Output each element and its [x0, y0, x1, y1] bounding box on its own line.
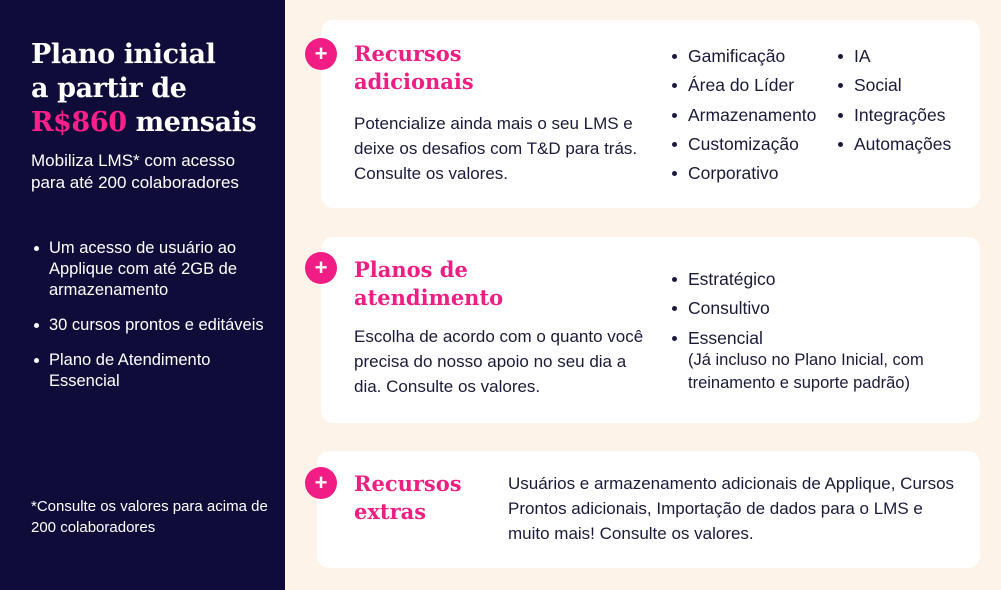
list-item: Consultivo	[670, 297, 970, 319]
plan-footnote: *Consulte os valores para acima de 200 colaboradores	[31, 498, 268, 536]
plus-icon[interactable]: +	[305, 252, 337, 284]
list-item: Automações	[836, 133, 951, 155]
list-item: Estratégico	[670, 268, 970, 290]
plan-features-list	[31, 238, 265, 392]
card-title-recursos-adicionais: Recursos adicionais	[354, 41, 474, 94]
card-title-recursos-extras: Recursos extras	[354, 471, 462, 524]
plan-price-suffix: mensais	[126, 107, 257, 138]
list-item: Integrações	[836, 104, 951, 126]
plan-title	[31, 38, 265, 140]
plan-sidebar	[0, 0, 285, 590]
list-item: IA	[836, 45, 951, 67]
card-title-planos-atendimento: Planos de atendimento	[354, 257, 504, 310]
plus-icon[interactable]: +	[305, 38, 337, 70]
card-description: Escolha de acordo com o quanto você precisa do nosso apoio no seu dia a dia. Consulte os valores.	[354, 327, 644, 396]
planos-list	[670, 268, 970, 402]
plan-price: R$860	[31, 107, 127, 138]
list-item	[670, 327, 970, 395]
plan-subtitle: Mobiliza LMS* com acesso para até 200 colaboradores	[31, 151, 239, 192]
plus-icon[interactable]: +	[305, 467, 337, 499]
plan-title-line2: a partir de	[31, 73, 187, 104]
list-item: Customização	[670, 133, 816, 155]
plan-title-line1: Plano inicial	[31, 39, 216, 70]
list-item: Gamificação	[670, 45, 816, 67]
essencial-note: (Já incluso no Plano Inicial, com treinamento e suporte padrão)	[688, 350, 924, 392]
list-item: Armazenamento	[670, 104, 816, 126]
list-item: Corporativo	[670, 162, 816, 184]
plan-feature-item: Um acesso de usuário ao Applique com até 2GB de armazenamento	[31, 238, 265, 301]
card-description: Usuários e armazenamento adicionais de Applique, Cursos Prontos adicionais, Importação de dados para o LMS e muito mais! Consulte os valores.	[508, 474, 955, 543]
list-item: Área do Líder	[670, 74, 816, 96]
recursos-list-col2	[836, 45, 951, 162]
card-description: Potencialize ainda mais o seu LMS e deixe os desafios com T&D para trás. Consulte os valores.	[354, 114, 638, 183]
plan-feature-item: Plano de Atendimento Essencial	[31, 350, 265, 392]
list-item-label: Essencial	[688, 327, 763, 348]
recursos-list-col1	[670, 45, 816, 191]
plan-feature-item: 30 cursos prontos e editáveis	[31, 315, 265, 336]
list-item: Social	[836, 74, 951, 96]
